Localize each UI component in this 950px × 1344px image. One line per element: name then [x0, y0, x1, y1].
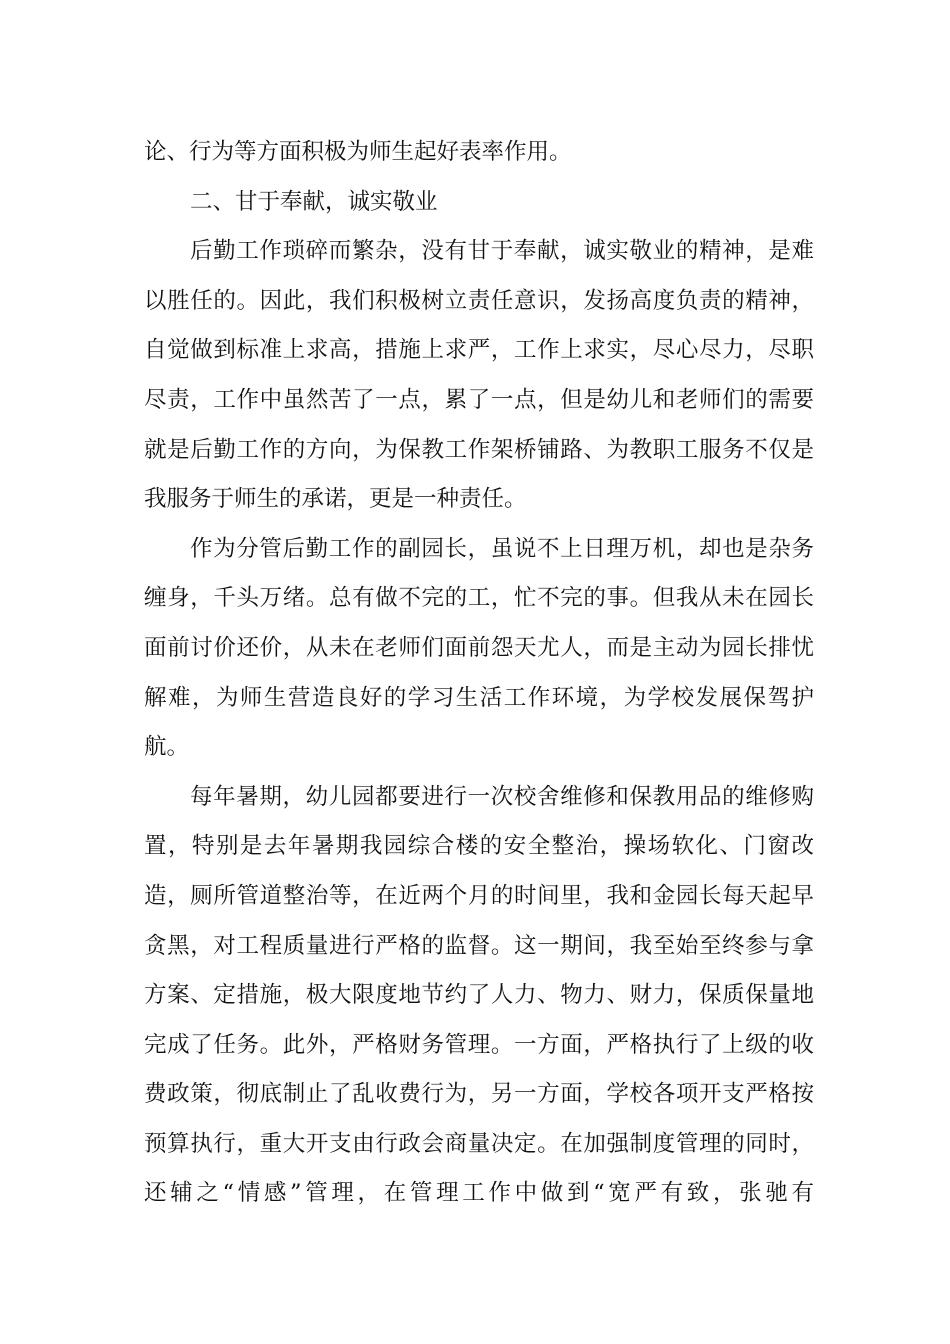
paragraph-line: 缠身，千头万绪。总有做不完的工，忙不完的事。但我从未在园长 — [144, 585, 814, 612]
paragraph-line: 后勤工作琐碎而繁杂，没有甘于奉献，诚实敬业的精神，是难 — [190, 238, 814, 265]
paragraph-line: 作为分管后勤工作的副园长，虽说不上日理万机，却也是杂务 — [190, 535, 814, 562]
paragraph-line: 以胜任的。因此，我们积极树立责任意识，发扬高度负责的精神， — [144, 287, 814, 314]
paragraph-line: 解难，为师生营造良好的学习生活工作环境，为学校发展保驾护 — [144, 684, 814, 711]
paragraph-line: 贪黑，对工程质量进行严格的监督。这一期间，我至始至终参与拿 — [144, 932, 814, 959]
paragraph-line: 自觉做到标准上求高，措施上求严，工作上求实，尽心尽力，尽职 — [144, 337, 814, 364]
paragraph-line: 我服务于师生的承诺，更是一种责任。 — [144, 486, 527, 513]
body-text — [144, 128, 814, 1219]
paragraph-line: 面前讨价还价，从未在老师们面前怨天尤人，而是主动为园长排忧 — [144, 634, 814, 661]
paragraph-line: 造，厕所管道整治等，在近两个月的时间里，我和金园长每天起早 — [144, 882, 814, 909]
paragraph-line: 每年暑期，幼儿园都要进行一次校舍维修和保教用品的维修购 — [190, 783, 814, 810]
paragraph-line: 费政策，彻底制止了乱收费行为，另一方面，学校各项开支严格按 — [144, 1081, 814, 1108]
paragraph-line: 置，特别是去年暑期我园综合楼的安全整治，操场软化、门窗改 — [144, 833, 814, 860]
paragraph-line: 就是后勤工作的方向，为保教工作架桥铺路、为教职工服务不仅是 — [144, 436, 814, 463]
section-heading: 二、甘于奉献，诚实敬业 — [190, 188, 438, 215]
paragraph-line: 尽责，工作中虽然苦了一点，累了一点，但是幼儿和老师们的需要 — [144, 386, 814, 413]
paragraph-line: 方案、定措施，极大限度地节约了人力、物力、财力，保质保量地 — [144, 982, 814, 1009]
paragraph-line: 航。 — [144, 734, 190, 761]
paragraph-line: 论、行为等方面积极为师生起好表率作用。 — [144, 139, 572, 165]
paragraph-line: 完成了任务。此外，严格财务管理。一方面，严格执行了上级的收 — [144, 1031, 814, 1058]
paragraph-line: 还辅之“情感”管理，在管理工作中做到“宽严有致，张驰有 — [144, 1180, 814, 1207]
paragraph-line: 预算执行，重大开支由行政会商量决定。在加强制度管理的同时， — [144, 1130, 814, 1157]
